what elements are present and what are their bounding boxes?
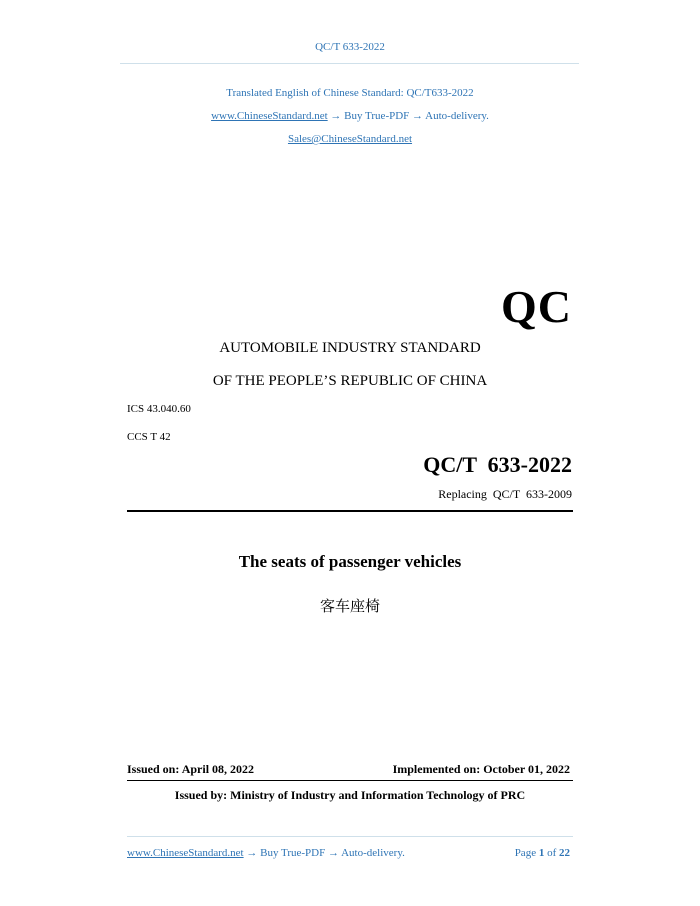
implemented-date: Implemented on: October 01, 2022 xyxy=(392,762,570,776)
site-link[interactable]: www.ChineseStandard.net xyxy=(211,110,328,122)
page-current: 1 xyxy=(538,847,545,859)
ccs-code: CCS T 42 xyxy=(127,431,171,443)
standard-logo-text: QC xyxy=(501,281,572,332)
standard-number xyxy=(423,452,572,478)
footer-divider xyxy=(127,836,573,837)
title-divider xyxy=(127,510,573,512)
replacing-text: Replacing QC/T 633-2009 xyxy=(438,487,572,501)
footer-purchase-text: → Buy True-PDF → Auto-delivery. xyxy=(243,847,405,859)
page-label: Page xyxy=(514,847,537,859)
issuing-authority: Issued by: Ministry of Industry and Information Technology of PRC xyxy=(174,788,526,802)
email-line xyxy=(0,133,700,145)
running-header: QC/T 633-2022 xyxy=(315,41,385,53)
purchase-text: → Buy True-PDF → Auto-delivery. xyxy=(327,110,489,122)
authority-line-1: AUTOMOBILE INDUSTRY STANDARD xyxy=(219,340,481,356)
dates-divider xyxy=(127,780,573,781)
email-link[interactable]: Sales@ChineseStandard.net xyxy=(287,133,413,145)
translation-note: Translated English of Chinese Standard: QC/T633-2022 xyxy=(226,87,474,99)
page-total: 22 xyxy=(559,847,570,859)
document-title-en: The seats of passenger vehicles xyxy=(238,552,462,571)
footer-purchase-line xyxy=(127,847,405,859)
ics-code: ICS 43.040.60 xyxy=(127,403,191,415)
issued-date: Issued on: April 08, 2022 xyxy=(127,762,255,776)
document-title-cn: 客车座椅 xyxy=(319,597,380,615)
standard-number-text: QC/T 633-2022 xyxy=(423,452,572,477)
purchase-line xyxy=(0,110,700,122)
footer-site-link[interactable]: www.ChineseStandard.net xyxy=(127,847,244,859)
replacing-note xyxy=(438,487,572,502)
authority-line-2: OF THE PEOPLE’S REPUBLIC OF CHINA xyxy=(212,373,488,389)
page-of: of xyxy=(547,847,557,859)
header-divider xyxy=(120,63,579,64)
page-indicator xyxy=(515,847,570,859)
